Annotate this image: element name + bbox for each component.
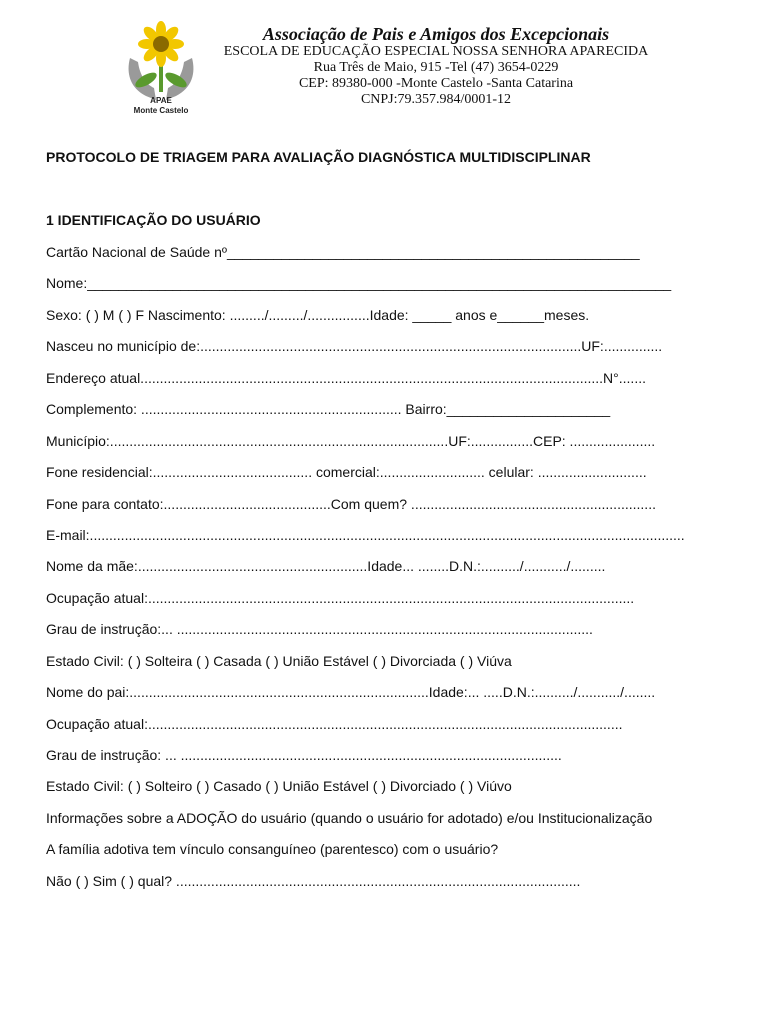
association-name: Associação de Pais e Amigos dos Excepcionais — [262, 24, 610, 44]
form-line-sexo-nascimento: Sexo: ( ) M ( ) F Nascimento: ........./........./................Idade: _____ anos e______meses. — [46, 306, 590, 323]
form-line-nome-mae: Nome da mãe:...........................................................Idade... ........D.N.:........../.........../......... — [46, 558, 606, 575]
section-title: 1 IDENTIFICAÇÃO DO USUÁRIO — [46, 212, 261, 228]
form-line-familia-adotiva: A família adotiva tem vínculo consanguíneo (parentesco) com o usuário? — [46, 841, 499, 858]
form-fields — [46, 244, 746, 904]
form-line-ocupacao-mae: Ocupação atual:............................................................................................................................. — [46, 589, 635, 606]
form-line-vinculo-resposta: Não ( ) Sim ( ) qual? ........................................................................................................ — [46, 872, 581, 889]
form-line-instrucao-mae: Grau de instrução:... ........................................................................................................... — [46, 621, 593, 638]
form-line-ocupacao-pai: Ocupação atual:.......................................................................................................................... — [46, 715, 623, 732]
cep: CEP: 89380-000 -Monte Castelo -Santa Catarina — [298, 76, 574, 91]
form-line-instrucao-pai: Grau de instrução: ... .................................................................................................. — [46, 747, 562, 763]
form-line-cartao-sus: Cartão Nacional de Saúde nº_____________________________________________________ — [46, 244, 640, 260]
cnpj: CNPJ:79.357.984/0001-12 — [360, 92, 512, 107]
form-line-fones: Fone residencial:......................................... comercial:........................... celular: ............................ — [46, 464, 647, 481]
form-line-municipio-nascimento: Nasceu no município de:..................................................................................................UF:............... — [46, 338, 663, 355]
form-line-endereco: Endereço atual.......................................................................................................................N°....... — [46, 369, 646, 386]
form-line-nome-pai: Nome do pai:.............................................................................Idade:... .....D.N.:........../.........../........ — [46, 684, 656, 701]
school-name: ESCOLA DE EDUCAÇÃO ESPECIAL NOSSA SENHORA APARECIDA — [223, 44, 649, 59]
form-line-fone-contato: Fone para contato:...........................................Com quem? ............................................................... — [46, 495, 656, 512]
logo-caption — [116, 96, 206, 116]
form-line-email: E-mail:......................................................................................................................................................... — [46, 526, 685, 543]
form-line-adocao-info: Informações sobre a ADOÇÃO do usuário (quando o usuário for adotado) e/ou Institucionalização — [46, 809, 653, 826]
address: Rua Três de Maio, 915 -Tel (47) 3654-0229 — [313, 60, 559, 75]
form-line-nome: Nome:___________________________________________________________________________ — [46, 275, 672, 292]
letterhead — [196, 24, 676, 108]
form-line-estado-civil-mae: Estado Civil: ( ) Solteira ( ) Casada ( ) União Estável ( ) Divorciada ( ) Viúva — [46, 652, 512, 669]
logo-line-2: Monte Castelo — [133, 106, 189, 115]
form-line-estado-civil-pai: Estado Civil: ( ) Solteiro ( ) Casado ( ) União Estável ( ) Divorciado ( ) Viúvo — [46, 778, 512, 795]
form-line-complemento-bairro: Complemento: ................................................................... Bairro:_____________________ — [46, 401, 611, 418]
logo-line-1: APAE — [150, 96, 172, 105]
form-line-municipio: Município:.......................................................................................UF:................CEP: ...................... — [46, 432, 656, 449]
document-title: PROTOCOLO DE TRIAGEM PARA AVALIAÇÃO DIAGNÓSTICA MULTIDISCIPLINAR — [46, 149, 591, 165]
